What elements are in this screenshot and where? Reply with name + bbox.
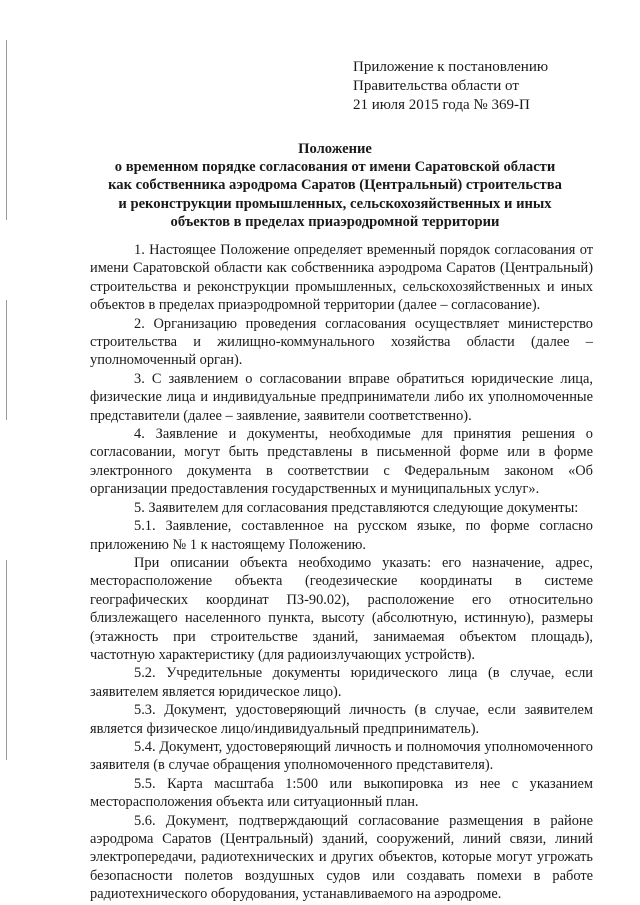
paragraph-object-description: При описании объекта необходимо указать: его назначение, адрес, месторасположение объекта (геодезические координаты в системе географических координат ПЗ-90.02), расположение его относительно близлежащего населенного пункта, высоту (абсолютную, истинную), размеры (этажность при строительстве зданий, занимаемая объектом площадь), частотную характеристику (для радиоизлучающих устройств). xyxy=(90,554,593,663)
paragraph-5-1: 5.1. Заявление, составленное на русском языке, по форме согласно приложению № 1 к настоящему Положению. xyxy=(90,518,593,553)
document-body xyxy=(90,241,593,904)
title-line: о временном порядке согласования от имени Саратовской области xyxy=(114,159,556,176)
title-line: объектов в пределах приаэродромной территории xyxy=(170,213,500,230)
annex-header xyxy=(353,58,623,115)
annex-line: Правительства области от xyxy=(353,78,519,94)
paragraph-5-2: 5.2. Учредительные документы юридического лица (в случае, если заявителем является юридическое лицо). xyxy=(90,665,593,700)
title-line: как собственника аэродрома Саратов (Центральный) строительства xyxy=(108,177,562,194)
title-line: и реконструкции промышленных, сельскохозяйственных и иных xyxy=(118,195,552,212)
paragraph-4: 4. Заявление и документы, необходимые для принятия решения о согласовании, могут быть представлены в письменной форме или в форме электронного документа в соответствии с Федеральным законом «Об организации предоставления государственных и муниципальных услуг». xyxy=(90,426,593,498)
scan-margin-mark xyxy=(6,560,7,760)
paragraph-3: 3. С заявлением о согласовании вправе обратиться юридические лица, физические лица и индивидуальные предприниматели либо их уполномоченные представители (далее – заявление, заявители соответственно). xyxy=(90,370,593,424)
paragraph-5-6: 5.6. Документ, подтверждающий согласование размещения в районе аэродрома Саратов (Центральный) зданий, сооружений, линий связи, линий электропередачи, радиотехнических и других объектов, которые могут угрожать безопасности полетов воздушных судов или создавать помехи в работе радиотехнического оборудования, устанавливаемого на аэродроме. xyxy=(90,812,593,903)
paragraph-5-3: 5.3. Документ, удостоверяющий личность (в случае, если заявителем является физическое лицо/индивидуальный предприниматель). xyxy=(90,702,593,737)
scan-margin-mark xyxy=(6,300,7,420)
paragraph-1: 1. Настоящее Положение определяет временный порядок согласования от имени Саратовской области как собственника аэродрома Саратов (Центральный) строительства и реконструкции промышленных, сельскохозяйственных и иных объектов в пределах приаэродромной территории (далее – согласование). xyxy=(90,242,593,314)
annex-line: Приложение к постановлению xyxy=(353,59,549,75)
scan-margin-mark xyxy=(6,40,7,220)
title-line: Положение xyxy=(298,141,372,157)
paragraph-5-4: 5.4. Документ, удостоверяющий личность и полномочия уполномоченного заявителя (в случае обращения уполномоченного представителя). xyxy=(90,738,593,774)
paragraph-2: 2. Организацию проведения согласования осуществляет министерство строительства и жилищно-коммунального хозяйства области (далее – уполномоченный орган). xyxy=(90,315,593,369)
paragraph-5: 5. Заявителем для согласования представляются следующие документы: xyxy=(134,499,579,516)
document-title xyxy=(80,140,590,231)
annex-line: 21 июля 2015 года № 369-П xyxy=(353,97,530,113)
paragraph-5-5: 5.5. Карта масштаба 1:500 или выкопировка из нее с указанием месторасположения объекта или ситуационный план. xyxy=(90,775,593,811)
